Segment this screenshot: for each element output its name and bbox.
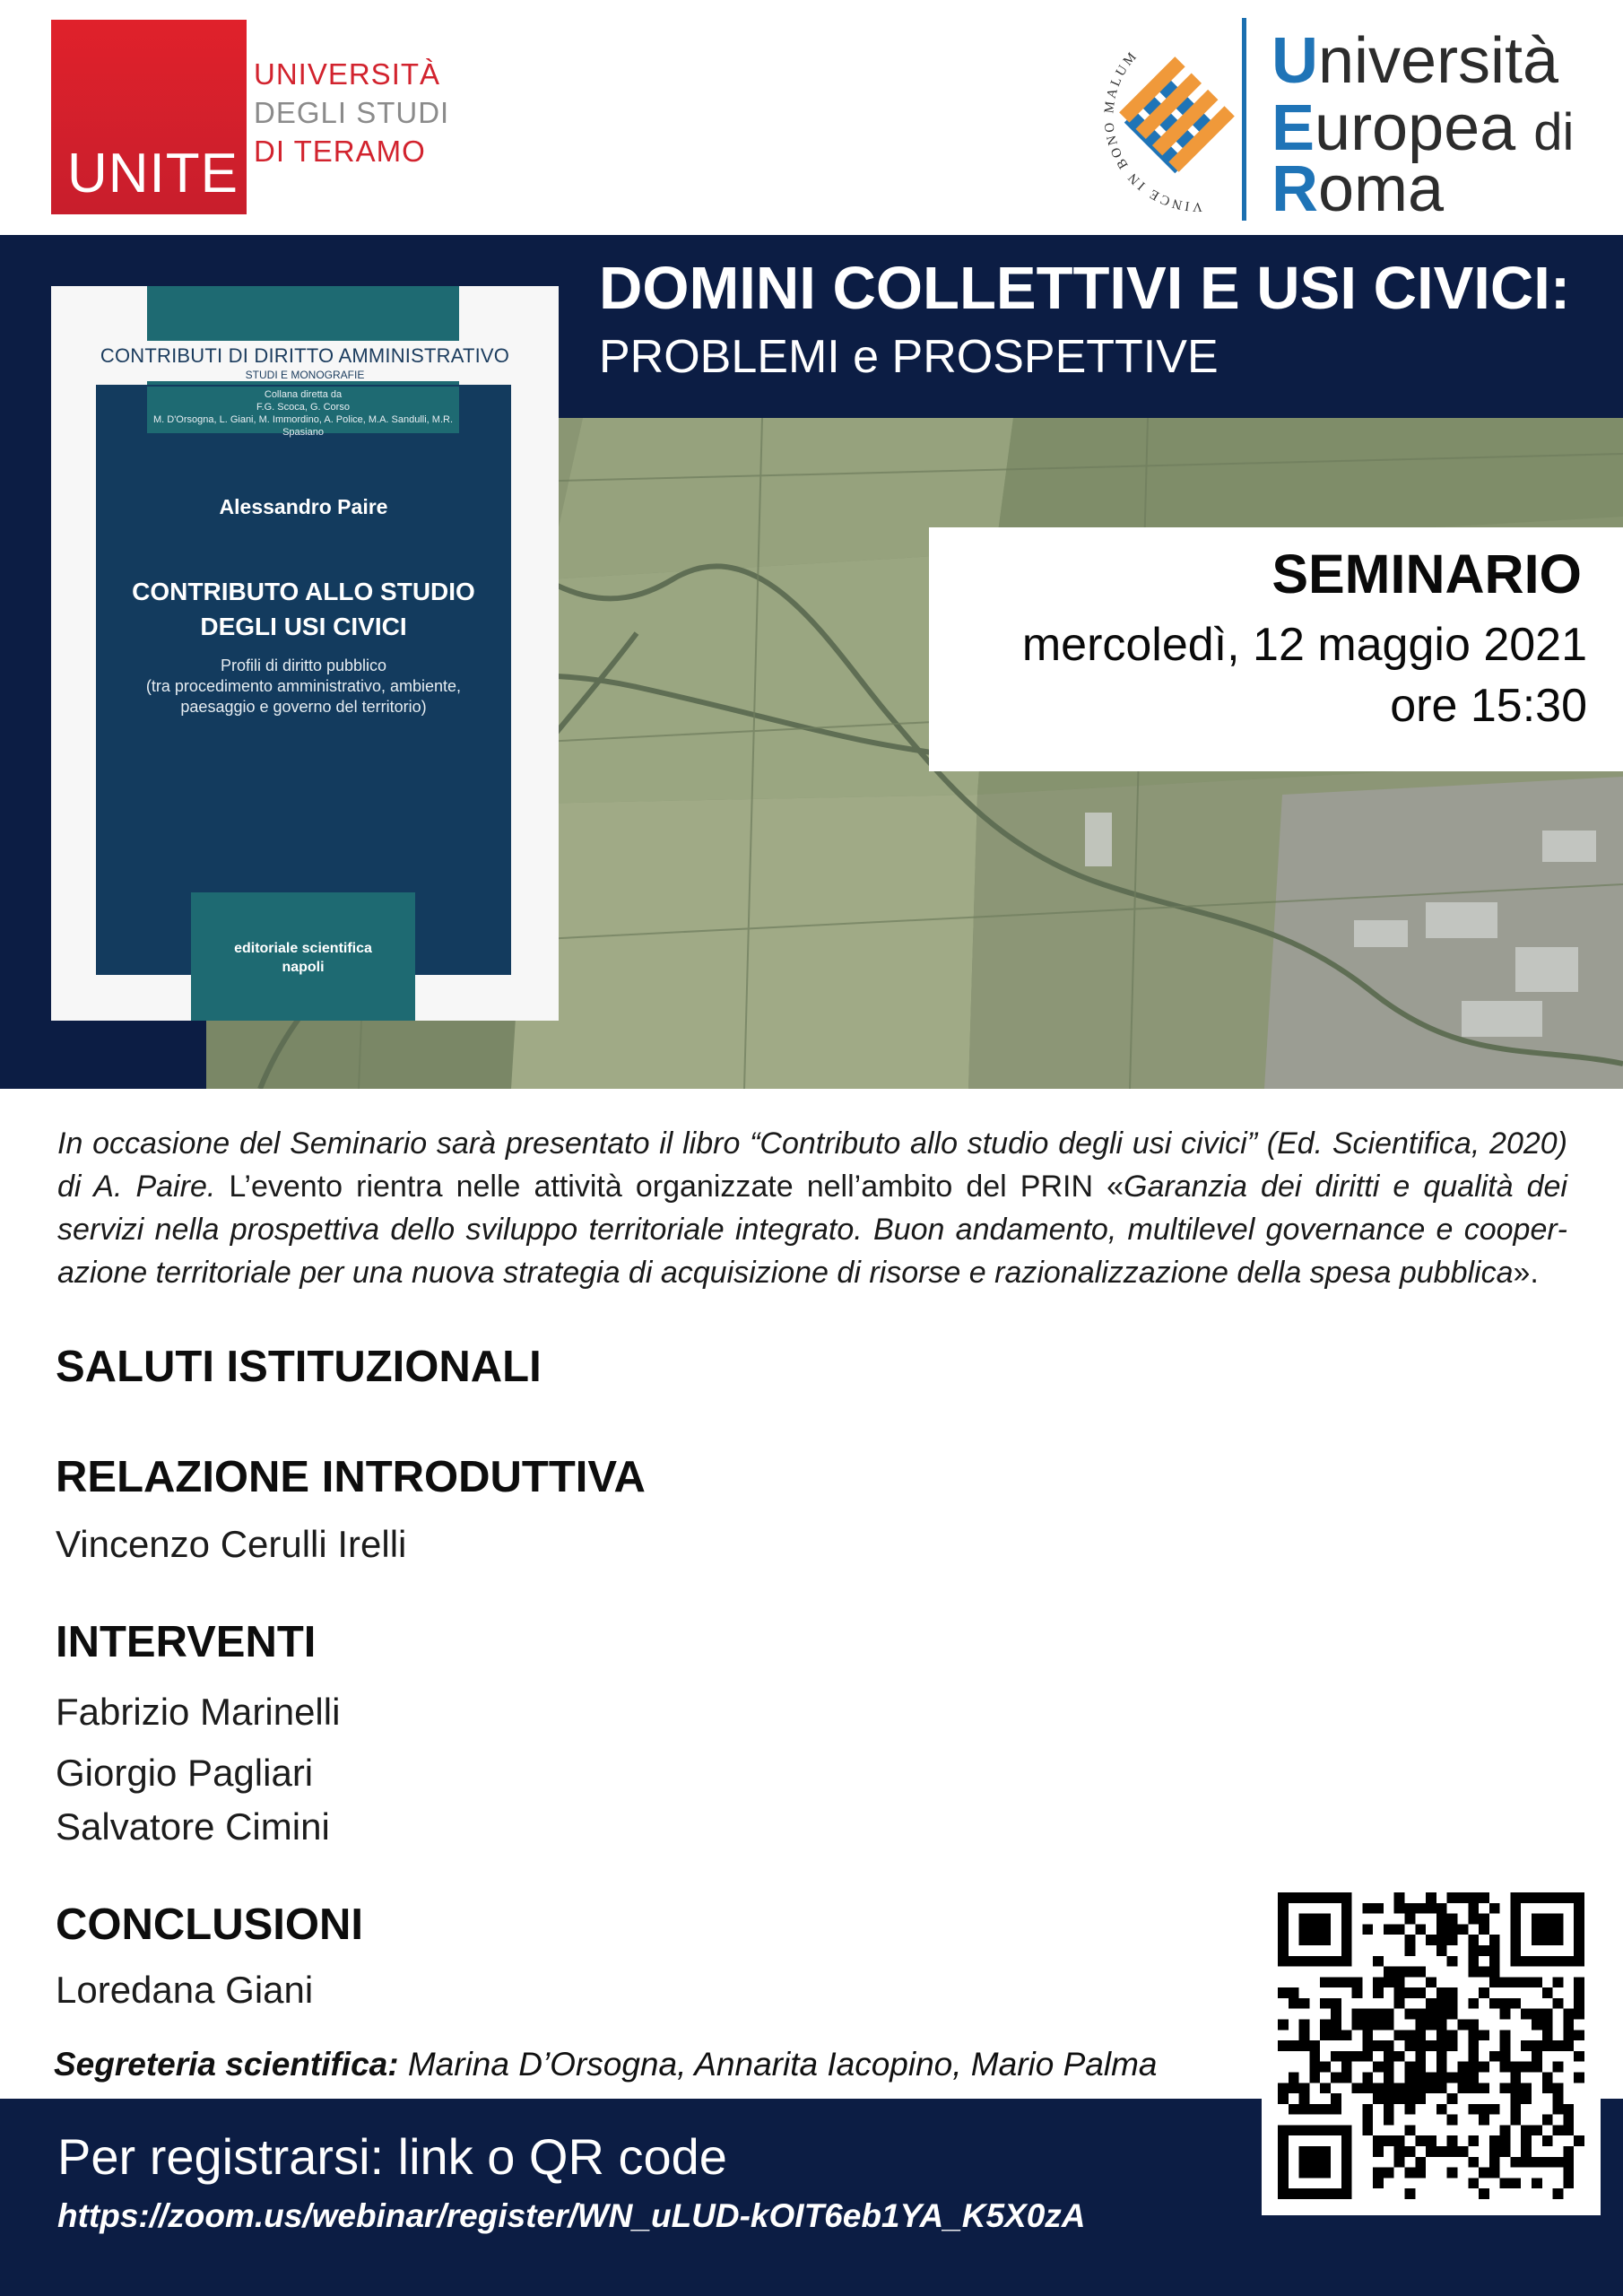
seminar-date: mercoledì, 12 maggio 2021 xyxy=(1021,619,1587,671)
book-series-title: CONTRIBUTI DI DIRITTO AMMINISTRATIVO xyxy=(51,341,559,370)
unite-name-line-2: DEGLI STUDI xyxy=(254,96,450,129)
uer-seal-motto: VINCE IN BONO MALUM xyxy=(1102,48,1203,214)
registration-label: Per registrarsi: link o QR code xyxy=(57,2128,727,2185)
unite-logo-word: UNITE xyxy=(67,143,239,204)
book-title: CONTRIBUTO ALLO STUDIO DEGLI USI CIVICI xyxy=(132,578,475,640)
speaker-name: Salvatore Cimini xyxy=(56,1805,330,1848)
book-publisher: editoriale scientifica napoli xyxy=(234,941,372,975)
section-heading-relazione: RELAZIONE INTRODUTTIVA xyxy=(56,1453,646,1501)
page-title: DOMINI COLLETTIVI E USI CIVICI: xyxy=(599,255,1571,322)
section-heading-interventi: INTERVENTI xyxy=(56,1618,317,1666)
section-heading-conclusioni: CONCLUSIONI xyxy=(56,1900,363,1949)
speaker-name: Giorgio Pagliari xyxy=(56,1752,314,1794)
seminar-time: ore 15:30 xyxy=(1390,680,1587,732)
section-heading-saluti: SALUTI ISTITUZIONALI xyxy=(56,1343,542,1391)
registration-link[interactable]: https://zoom.us/webinar/register/WN_uLUD-kOIT6eb1YA_K5X0zA xyxy=(57,2197,1086,2234)
book-subtitle: Profili di diritto pubblico (tra procedimento amministrativo, ambiente, paesaggio e governo del territorio) xyxy=(145,657,462,716)
unite-name-line-1: UNIVERSITÀ xyxy=(254,57,441,91)
page-subtitle: PROBLEMI e PROSPETTIVE xyxy=(599,331,1219,383)
uer-name-line-3: Roma xyxy=(1271,153,1445,225)
uer-name-line-1: Università xyxy=(1271,25,1559,97)
uer-divider xyxy=(1242,18,1246,221)
uer-seal-logo xyxy=(1090,14,1252,221)
book-series-directors: Collana diretta da F.G. Scoca, G. Corso M. D'Orsogna, L. Giani, M. Immordino, A. Police, M.A. Sandulli, M.R. Spasiano xyxy=(147,387,459,433)
book-author: Alessandro Paire xyxy=(219,495,388,518)
book-series-subtitle: STUDI E MONOGRAFIE xyxy=(51,369,559,381)
intro-paragraph: In occasione del Seminario sarà presentato il libro “Contributo allo studio degli usi civici” (Ed. Scientifica, 2020) di A. Paire. L’evento rientra nelle attività organizzate nell’ambito del PRIN «Garanzia dei diritti e qualità dei servizi nella prospettiva dello sviluppo territoriale integrato. Buon andamento, multilevel governance e cooperazione territoriale per una nuova strategia di acquisizione di risorse e razionalizzazione della spesa pubblica». xyxy=(57,1126,1567,1290)
speaker-name: Vincenzo Cerulli Irelli xyxy=(56,1523,407,1565)
scientific-secretariat: Segreteria scientifica: Marina D’Orsogna, Annarita Iacopino, Mario Palma xyxy=(54,2046,1158,2083)
speaker-name: Fabrizio Marinelli xyxy=(56,1691,341,1733)
speaker-name: Loredana Giani xyxy=(56,1969,314,2011)
uer-name-line-2: Europea di xyxy=(1271,92,1575,164)
unite-name-line-3: DI TERAMO xyxy=(254,135,426,168)
registration-qr-code[interactable] xyxy=(1278,1892,1584,2199)
seminar-label: SEMINARIO xyxy=(1271,544,1582,604)
